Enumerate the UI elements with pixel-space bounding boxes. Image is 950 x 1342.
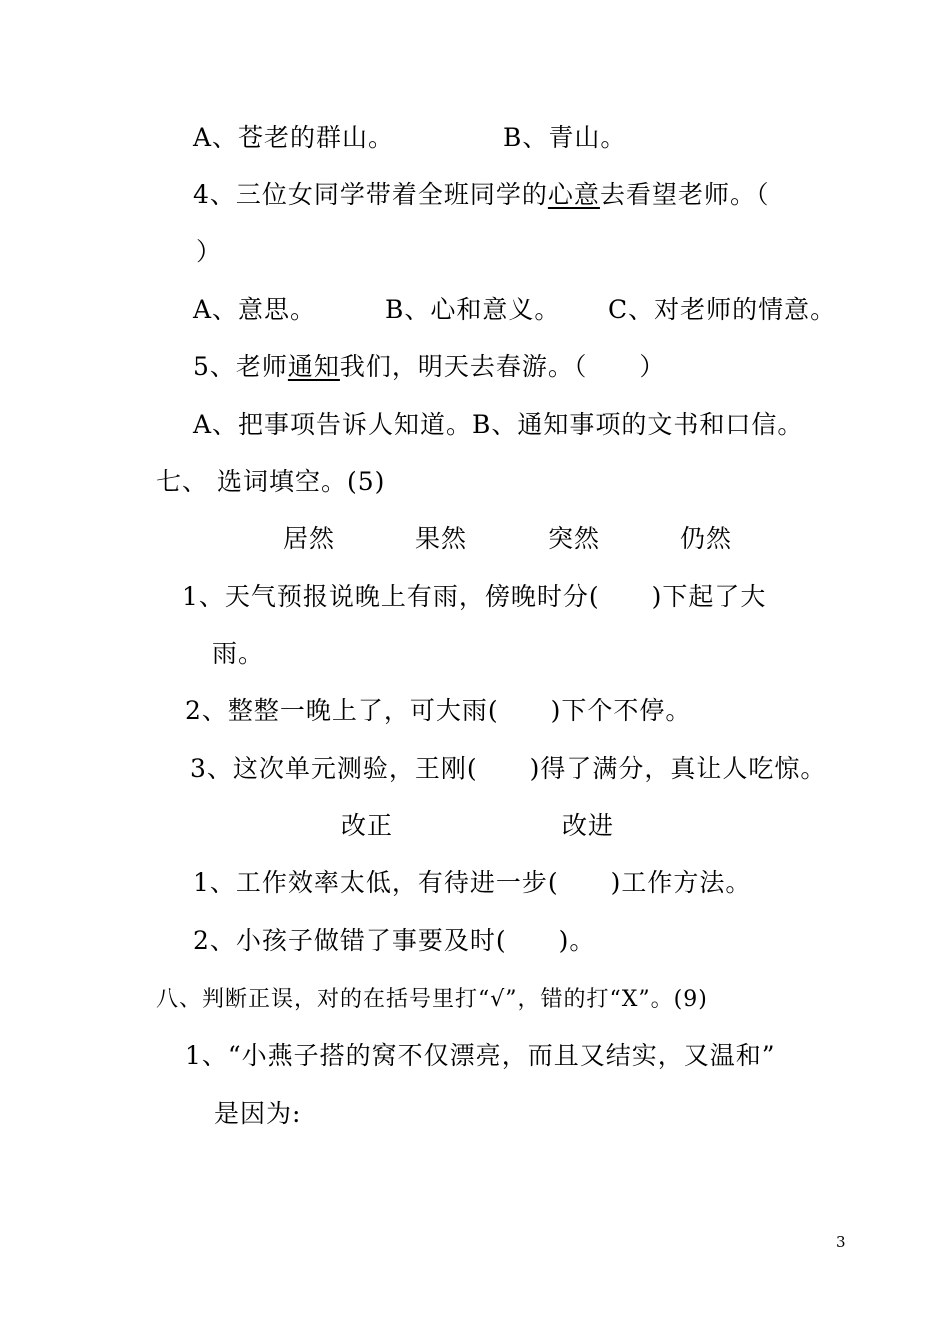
q4-close-paren: ） <box>196 237 223 266</box>
q4-option-b: B、心和意义。 <box>385 295 561 324</box>
q3-option-b: B、青山。 <box>503 123 627 152</box>
sentence-3: 3、这次单元测验，王刚( )得了满分，真让人吃惊。 <box>190 754 827 783</box>
section-8-title: 八、判断正误，对的在括号里打“√”，错的打“X”。(9) <box>156 987 708 1012</box>
sentence-1-line-2: 雨。 <box>212 639 265 668</box>
section-8-q1-line-1: 1、“小燕子搭的窝不仅漂亮，而且又结实，又温和” <box>185 1041 776 1070</box>
sentence-4: 1、工作效率太低，有待进一步( )工作方法。 <box>193 868 752 897</box>
sentence-1-line-1: 1、天气预报说晚上有雨，傍晚时分( )下起了大 <box>182 582 767 611</box>
sentence-2: 2、整整一晚上了，可大雨( )下个不停。 <box>185 696 692 725</box>
section-7-title: 七、 选词填空。(5) <box>156 467 386 496</box>
q4-underlined-word: 心意 <box>547 180 600 209</box>
word-choice-1: 居然 <box>283 524 336 553</box>
q5-options: A、把事项告诉人知道。B、通知事项的文书和口信。 <box>193 410 804 439</box>
sentence-5: 2、小孩子做错了事要及时( )。 <box>193 926 596 955</box>
q5-suffix: 我们，明天去春游。（ ） <box>339 352 666 381</box>
section-8-q1-line-2: 是因为: <box>214 1099 302 1128</box>
q4-suffix: 去看望老师。（ <box>599 180 770 209</box>
word-choice-5: 改正 <box>341 811 394 840</box>
q4-option-c: C、对老师的情意。 <box>608 295 837 324</box>
q4-prefix: 4、三位女同学带着全班同学的 <box>193 180 548 209</box>
q3-option-a: A、苍老的群山。 <box>193 123 395 152</box>
question-5 <box>193 351 665 383</box>
q4-option-a: A、意思。 <box>193 295 317 324</box>
question-4 <box>193 179 769 211</box>
word-choice-6: 改进 <box>562 811 615 840</box>
word-choice-2: 果然 <box>415 524 468 553</box>
word-choice-4: 仍然 <box>680 524 733 553</box>
word-choice-3: 突然 <box>548 524 601 553</box>
q5-underlined-word: 通知 <box>287 352 340 381</box>
q5-prefix: 5、老师 <box>193 352 288 381</box>
page-number: 3 <box>836 1233 846 1251</box>
